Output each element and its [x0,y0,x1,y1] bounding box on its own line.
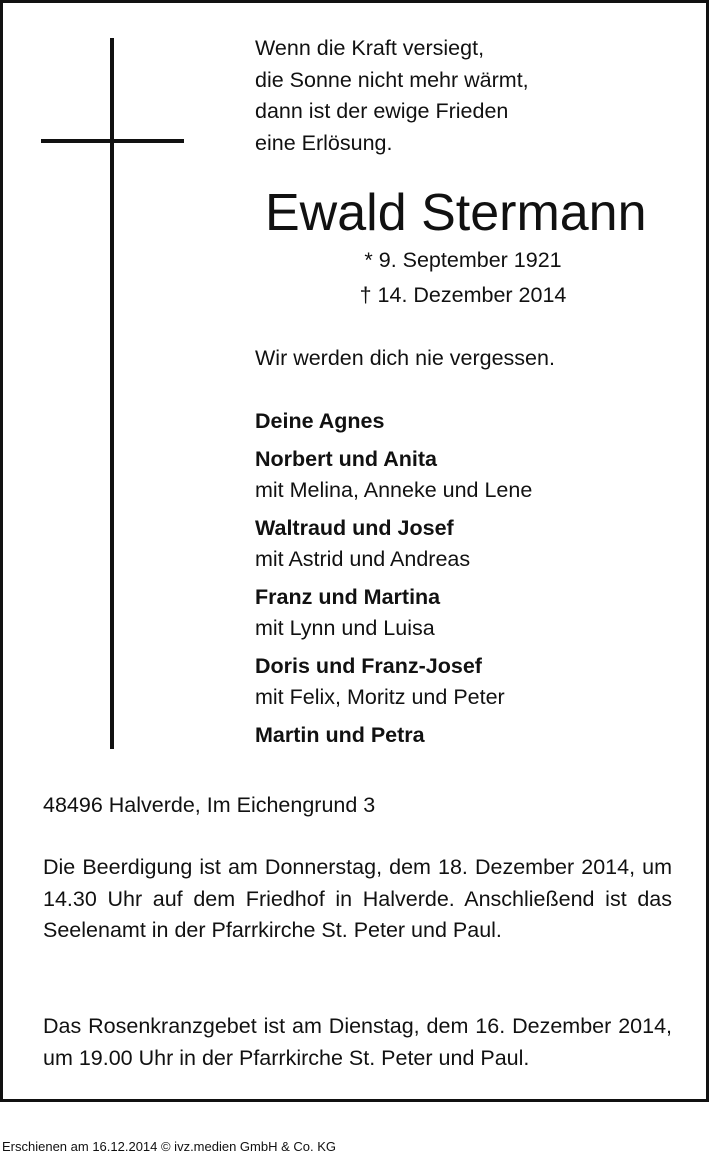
mourner-names: Waltraud und Josef [255,516,454,540]
poem-line: die Sonne nicht mehr wärmt, [255,67,529,92]
publication-footer: Erschienen am 16.12.2014 © ivz.medien GmbH & Co. KG [2,1139,337,1154]
mourner-names: Franz und Martina [255,585,441,609]
mourner-group [255,582,532,644]
death-date: † 14. Dezember 2014 [359,283,567,307]
mourner-names: Deine Agnes [255,409,385,433]
life-dates [333,243,593,313]
mourner-children: mit Felix, Moritz und Peter [255,685,505,709]
poem [255,33,529,159]
mourner-names: Martin und Petra [255,723,425,747]
mourners-list [255,406,532,758]
funeral-notice: Die Beerdigung ist am Donnerstag, dem 18. Dezember 2014, um 14.30 Uhr auf dem Friedhof in Halverde. Anschließend ist das Seelenamt in der Pfarrkirche St. Peter und Paul. [43,855,672,942]
address: 48496 Halverde, Im Eichengrund 3 [43,793,376,817]
cross-icon-bar [41,139,184,143]
mourner-group [255,651,532,713]
mourner-children: mit Lynn und Luisa [255,616,435,640]
poem-line: eine Erlösung. [255,130,393,155]
mourner-children: mit Astrid und Andreas [255,547,471,571]
deceased-name: Ewald Stermann [265,184,647,242]
mourner-group [255,406,532,437]
mourner-group [255,513,532,575]
poem-line: dann ist der ewige Frieden [255,99,509,123]
mourner-names: Norbert und Anita [255,447,437,471]
remembrance-line: Wir werden dich nie vergessen. [255,346,555,370]
mourner-names: Doris und Franz-Josef [255,654,482,678]
rosary-notice: Das Rosenkranzgebet ist am Dienstag, dem 16. Dezember 2014, um 19.00 Uhr in der Pfarrkirche St. Peter und Paul. [43,1014,672,1070]
poem-line: Wenn die Kraft versiegt, [255,36,485,60]
cross-icon [110,38,114,749]
mourner-group [255,720,532,751]
birth-date: * 9. September 1921 [364,248,562,272]
mourner-group [255,444,532,506]
mourner-children: mit Melina, Anneke und Lene [255,478,533,502]
